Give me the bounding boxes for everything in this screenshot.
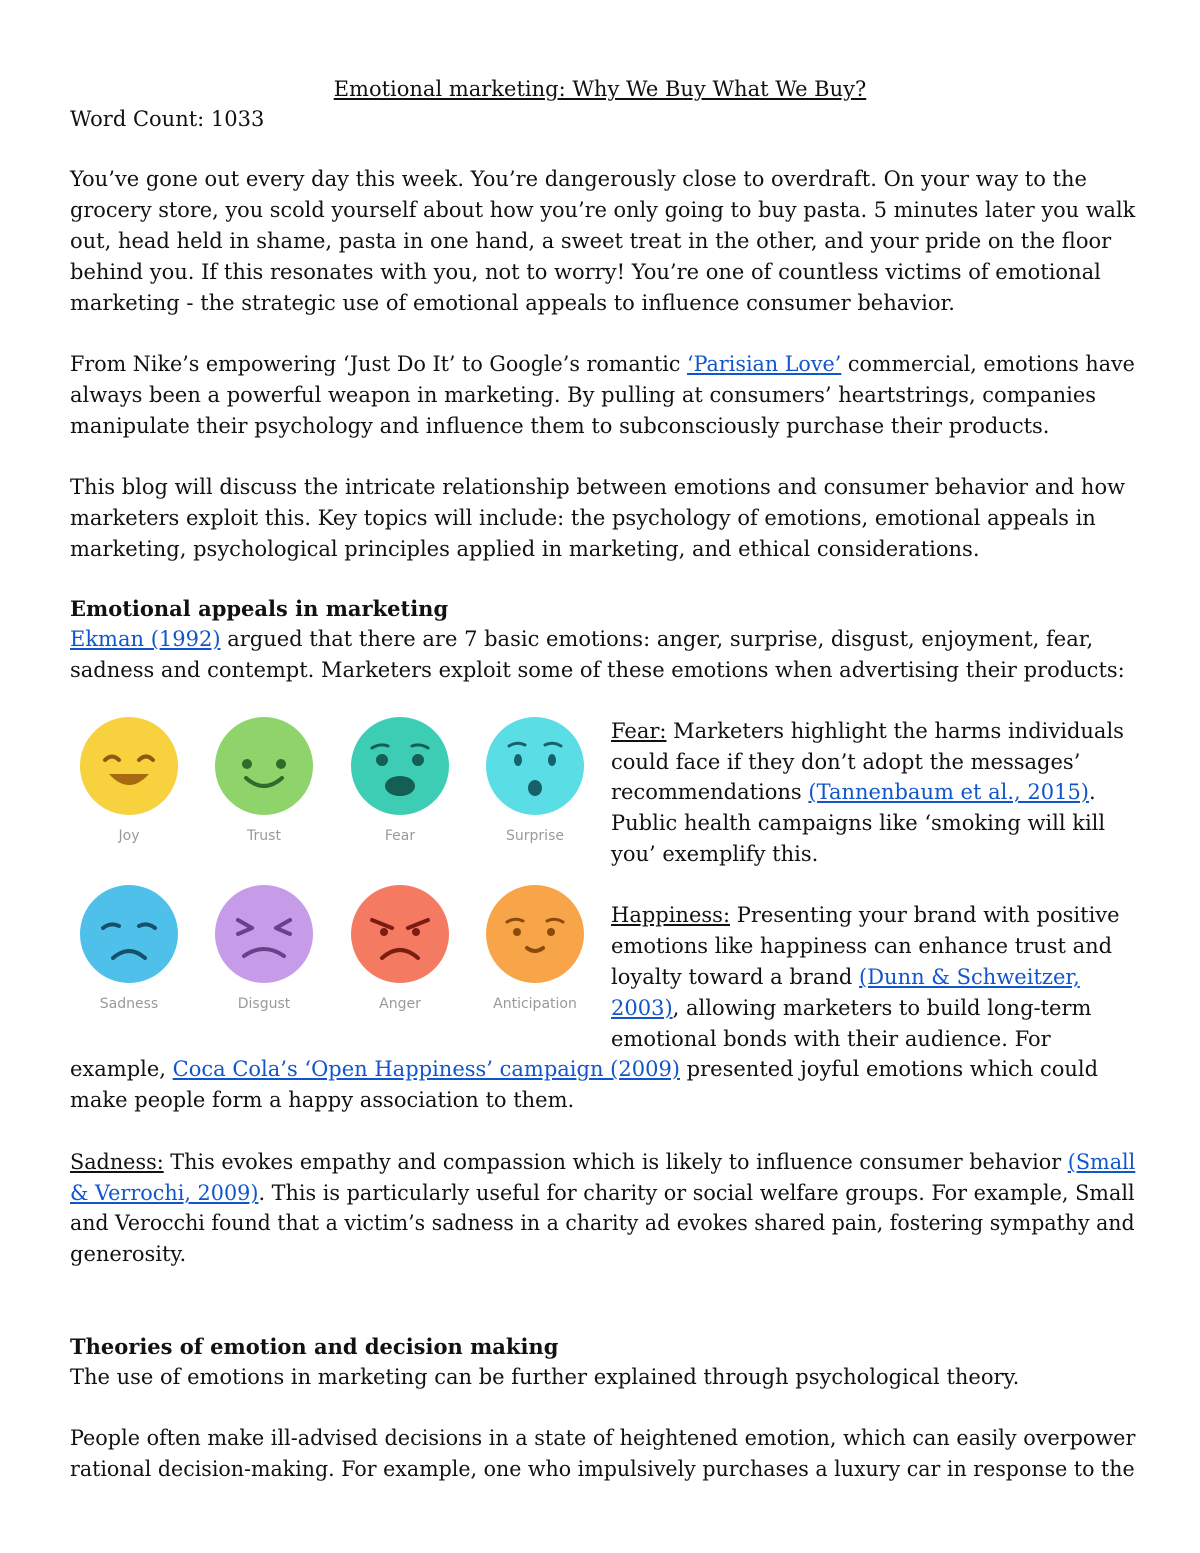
paragraph-line: From Nike’s empowering ‘Just Do It’ to Google’s romantic ‘Parisian Love’ commercial, emotions have [70, 352, 1135, 376]
happiness-paragraph-line: make people form a happy association to them. [70, 1088, 575, 1112]
sadness-face-icon [79, 884, 179, 984]
emotion-label-surprise: Surprise [506, 828, 564, 844]
paragraph-line: rational decision-making. For example, one who impulsively purchases a luxury car in response to the [70, 1457, 1135, 1481]
emotion-label-joy: Joy [118, 828, 140, 844]
page-title: Emotional marketing: Why We Buy What We Buy? [333, 77, 867, 101]
fear-paragraph-line: you’ exemplify this. [611, 842, 819, 866]
fear-paragraph-line: could face if they don’t adopt the messages’ [611, 750, 1081, 774]
emotion-label-anger: Anger [379, 996, 421, 1012]
intro-line: behind you. If this resonates with you, not to worry! You’re one of countless victims of emotional [70, 260, 1101, 284]
section-heading-emotional-appeals: Emotional appeals in marketing [70, 596, 449, 621]
happiness-paragraph-line: 2003), allowing marketers to build long-term [611, 996, 1092, 1020]
dunn-schweitzer-link[interactable]: (Dunn & Schweitzer, [859, 965, 1080, 989]
fear-paragraph-line: Public health campaigns like ‘smoking will kill [611, 811, 1106, 835]
tannenbaum-link[interactable]: (Tannenbaum et al., 2015) [808, 780, 1089, 804]
emotion-label-anticipation: Anticipation [493, 996, 577, 1012]
sadness-paragraph-line: generosity. [70, 1242, 187, 1266]
emotion-label-fear: Fear [384, 828, 416, 844]
trust-face-icon [214, 716, 314, 816]
paragraph-line: sadness and contempt. Marketers exploit some of these emotions when advertising their products: [70, 658, 1125, 682]
dunn-schweitzer-link-year[interactable]: 2003) [611, 996, 673, 1020]
surprise-face-icon [485, 716, 585, 816]
coca-cola-campaign-link[interactable]: Coca Cola’s ‘Open Happiness’ campaign (2009) [172, 1057, 680, 1081]
section-heading-theories: Theories of emotion and decision making [70, 1334, 559, 1359]
fear-paragraph-line: recommendations (Tannenbaum et al., 2015). [611, 780, 1096, 804]
intro-line: You’ve gone out every day this week. You’re dangerously close to overdraft. On your way to the [70, 167, 1087, 191]
happiness-label: Happiness: [611, 903, 731, 927]
sadness-label: Sadness: [70, 1150, 164, 1174]
parisian-love-link[interactable]: ‘Parisian Love’ [687, 352, 842, 376]
happiness-paragraph-line: example, Coca Cola’s ‘Open Happiness’ campaign (2009) presented joyful emotions which could [70, 1057, 1099, 1081]
paragraph-line: marketers exploit this. Key topics will include: the psychology of emotions, emotional appeals in [70, 506, 1096, 530]
fear-paragraph-line: Fear: Marketers highlight the harms individuals [611, 719, 1124, 743]
small-verrochi-link[interactable]: (Small [1067, 1150, 1136, 1174]
intro-line: marketing - the strategic use of emotional appeals to influence consumer behavior. [70, 291, 955, 315]
paragraph-line: always been a powerful weapon in marketing. By pulling at consumers’ heartstrings, companies [70, 383, 1097, 407]
paragraph-line: marketing, psychological principles applied in marketing, and ethical considerations. [70, 537, 980, 561]
ekman-link[interactable]: Ekman (1992) [70, 627, 221, 651]
happiness-paragraph-line: Happiness: Presenting your brand with positive [611, 903, 1120, 927]
disgust-face-icon [214, 884, 314, 984]
paragraph-line: Ekman (1992) argued that there are 7 basic emotions: anger, surprise, disgust, enjoyment, fear, [70, 627, 1094, 651]
anticipation-face-icon [485, 884, 585, 984]
word-count: Word Count: 1033 [70, 107, 265, 131]
sadness-paragraph-line: & Verrochi, 2009). This is particularly useful for charity or social welfare groups. For example, Small [70, 1181, 1135, 1205]
emotion-label-trust: Trust [247, 828, 281, 844]
happiness-paragraph-line: emotional bonds with their audience. For [611, 1027, 1051, 1051]
emotion-label-disgust: Disgust [237, 996, 291, 1012]
happiness-paragraph-line: loyalty toward a brand (Dunn & Schweitzer, [611, 965, 1080, 989]
intro-line: grocery store, you scold yourself about how you’re only going to buy pasta. 5 minutes later you walk [70, 198, 1136, 222]
fear-label: Fear: [611, 719, 667, 743]
anger-face-icon [350, 884, 450, 984]
sadness-paragraph-line: Sadness: This evokes empathy and compassion which is likely to influence consumer behavior (Small [70, 1150, 1136, 1174]
emotion-label-sadness: Sadness [99, 996, 159, 1012]
happiness-paragraph-line: emotions like happiness can enhance trust and [611, 934, 1113, 958]
paragraph-line: People often make ill-advised decisions in a state of heightened emotion, which can easily overpower [70, 1426, 1136, 1450]
paragraph-line: manipulate their psychology and influence them to subconsciously purchase their products. [70, 414, 1050, 438]
intro-line: out, head held in shame, pasta in one hand, a sweet treat in the other, and your pride on the floor [70, 229, 1112, 253]
paragraph-line: The use of emotions in marketing can be further explained through psychological theory. [70, 1365, 1020, 1389]
joy-face-icon [79, 716, 179, 816]
small-verrochi-link-year[interactable]: & Verrochi, 2009) [70, 1181, 259, 1205]
sadness-paragraph-line: and Verocchi found that a victim’s sadness in a charity ad evokes shared pain, fostering sympathy and [70, 1211, 1135, 1235]
fear-face-icon [350, 716, 450, 816]
paragraph-line: This blog will discuss the intricate relationship between emotions and consumer behavior and how [70, 475, 1126, 499]
